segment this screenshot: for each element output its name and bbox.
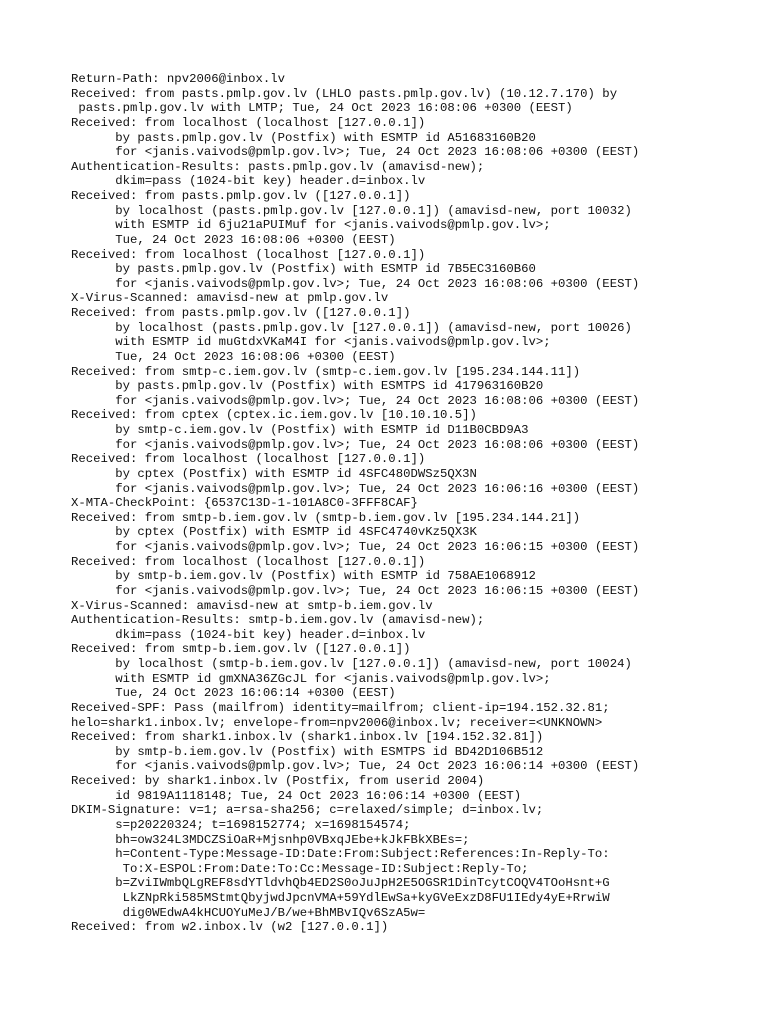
header-line: LkZNpRki585MStmtQbyjwdJpcnVMA+59YdlEwSa+kyGVeExzD8FU1IEdy4yE+RrwiW: [71, 891, 610, 905]
header-line: id 9819A1118148; Tue, 24 Oct 2023 16:06:14 +0300 (EEST): [71, 788, 522, 803]
header-line: with ESMTP id gmXNA36ZGcJL for <janis.vaivods@pmlp.gov.lv>;: [71, 671, 551, 686]
header-line: Return-Path: npv2006@inbox.lv: [71, 72, 286, 86]
header-line: for <janis.vaivods@pmlp.gov.lv>; Tue, 24 Oct 2023 16:06:14 +0300 (EEST): [71, 759, 640, 774]
header-line: for <janis.vaivods@pmlp.gov.lv>; Tue, 24 Oct 2023 16:08:06 +0300 (EEST): [71, 276, 640, 291]
header-line: Received: from smtp-c.iem.gov.lv (smtp-c.iem.gov.lv [195.234.144.11]): [71, 364, 581, 379]
header-line: with ESMTP id 6ju21aPUIMuf for <janis.vaivods@pmlp.gov.lv>;: [71, 218, 551, 233]
header-line: dig0WEdwA4kHCUOYuMeJ/B/we+BhMBvIQv6SzA5w=: [71, 905, 426, 920]
header-line: Tue, 24 Oct 2023 16:08:06 +0300 (EEST): [71, 232, 396, 247]
header-line: bh=ow324L3MDCZSiOaR+Mjsnhp0VBxqJEbe+kJkFBkXBEs=;: [71, 832, 470, 847]
raw-email-headers: [71, 72, 751, 935]
header-line: by localhost (pasts.pmlp.gov.lv [127.0.0.1]) (amavisd-new, port 10032): [71, 203, 632, 218]
header-line: by cptex (Postfix) with ESMTP id 4SFC480DWSz5QX3N: [71, 466, 477, 481]
header-line: Received: from cptex (cptex.ic.iem.gov.lv [10.10.10.5]): [71, 408, 477, 423]
header-line: by localhost (smtp-b.iem.gov.lv [127.0.0.1]) (amavisd-new, port 10024): [71, 657, 632, 671]
header-line: dkim=pass (1024-bit key) header.d=inbox.lv: [71, 627, 426, 642]
header-line: X-Virus-Scanned: amavisd-new at smtp-b.iem.gov.lv: [71, 598, 433, 613]
header-line: Received: by shark1.inbox.lv (Postfix, from userid 2004): [71, 774, 485, 788]
header-line: Received: from smtp-b.iem.gov.lv (smtp-b.iem.gov.lv [195.234.144.21]): [71, 510, 581, 525]
header-line: for <janis.vaivods@pmlp.gov.lv>; Tue, 24 Oct 2023 16:08:06 +0300 (EEST): [71, 437, 640, 452]
header-line: for <janis.vaivods@pmlp.gov.lv>; Tue, 24 Oct 2023 16:06:15 +0300 (EEST): [71, 540, 640, 554]
header-line: helo=shark1.inbox.lv; envelope-from=npv2006@inbox.lv; receiver=<UNKNOWN>: [71, 715, 603, 730]
header-line: Received: from localhost (localhost [127.0.0.1]): [71, 115, 426, 130]
header-line: Received: from smtp-b.iem.gov.lv ([127.0.0.1]): [71, 642, 411, 657]
header-line: Received: from shark1.inbox.lv (shark1.inbox.lv [194.152.32.81]): [71, 730, 544, 745]
header-line: Received-SPF: Pass (mailfrom) identity=mailfrom; client-ip=194.152.32.81;: [71, 700, 610, 715]
header-line: h=Content-Type:Message-ID:Date:From:Subject:References:In-Reply-To:: [71, 847, 610, 862]
header-line: by pasts.pmlp.gov.lv (Postfix) with ESMTP id A51683160B20: [71, 130, 536, 145]
header-line: by pasts.pmlp.gov.lv (Postfix) with ESMTP id 7B5EC3160B60: [71, 262, 536, 277]
header-line: for <janis.vaivods@pmlp.gov.lv>; Tue, 24 Oct 2023 16:08:06 +0300 (EEST): [71, 393, 640, 408]
header-line: b=ZviIWmbQLgREF8sdYTldvhQb4ED2S0oJuJpH2E5OGSR1DinTcytCOQV4TOoHsnt+G: [71, 876, 610, 891]
header-line: Tue, 24 Oct 2023 16:06:14 +0300 (EEST): [71, 686, 396, 701]
header-line: X-Virus-Scanned: amavisd-new at pmlp.gov.lv: [71, 291, 389, 306]
header-line: Tue, 24 Oct 2023 16:08:06 +0300 (EEST): [71, 349, 396, 364]
header-line: with ESMTP id muGtdxVKaM4I for <janis.vaivods@pmlp.gov.lv>;: [71, 335, 551, 350]
header-line: by pasts.pmlp.gov.lv (Postfix) with ESMTPS id 417963160B20: [71, 379, 544, 394]
header-line: Authentication-Results: smtp-b.iem.gov.lv (amavisd-new);: [71, 613, 485, 628]
header-line: by cptex (Postfix) with ESMTP id 4SFC4740vKz5QX3K: [71, 525, 477, 540]
header-line: by localhost (pasts.pmlp.gov.lv [127.0.0.1]) (amavisd-new, port 10026): [71, 320, 632, 335]
header-line: Received: from pasts.pmlp.gov.lv ([127.0.0.1]): [71, 306, 411, 320]
header-line: for <janis.vaivods@pmlp.gov.lv>; Tue, 24 Oct 2023 16:06:15 +0300 (EEST): [71, 583, 640, 598]
header-line: by smtp-c.iem.gov.lv (Postfix) with ESMTP id D11B0CBD9A3: [71, 423, 529, 437]
header-line: for <janis.vaivods@pmlp.gov.lv>; Tue, 24 Oct 2023 16:08:06 +0300 (EEST): [71, 145, 640, 160]
header-line: by smtp-b.iem.gov.lv (Postfix) with ESMTPS id BD42D106B512: [71, 744, 544, 759]
header-line: Received: from localhost (localhost [127.0.0.1]): [71, 452, 426, 467]
header-line: To:X-ESPOL:From:Date:To:Cc:Message-ID:Subject:Reply-To;: [71, 861, 529, 876]
header-line: s=p20220324; t=1698152774; x=1698154574;: [71, 817, 411, 832]
header-line: dkim=pass (1024-bit key) header.d=inbox.lv: [71, 174, 426, 189]
header-line: Received: from pasts.pmlp.gov.lv ([127.0.0.1]): [71, 189, 411, 203]
header-line: Received: from w2.inbox.lv (w2 [127.0.0.1]): [71, 920, 389, 935]
header-line: for <janis.vaivods@pmlp.gov.lv>; Tue, 24 Oct 2023 16:06:16 +0300 (EEST): [71, 481, 640, 496]
header-line: Authentication-Results: pasts.pmlp.gov.lv (amavisd-new);: [71, 159, 485, 174]
header-line: Received: from pasts.pmlp.gov.lv (LHLO pasts.pmlp.gov.lv) (10.12.7.170) by: [71, 86, 618, 101]
header-line: Received: from localhost (localhost [127.0.0.1]): [71, 554, 426, 569]
header-line: DKIM-Signature: v=1; a=rsa-sha256; c=relaxed/simple; d=inbox.lv;: [71, 803, 544, 818]
header-line: pasts.pmlp.gov.lv with LMTP; Tue, 24 Oct 2023 16:08:06 +0300 (EEST): [71, 101, 573, 116]
header-line: by smtp-b.iem.gov.lv (Postfix) with ESMTP id 758AE1068912: [71, 569, 536, 584]
header-line: X-MTA-CheckPoint: {6537C13D-1-101A8C0-3FFF8CAF}: [71, 496, 418, 511]
header-line: Received: from localhost (localhost [127.0.0.1]): [71, 247, 426, 262]
